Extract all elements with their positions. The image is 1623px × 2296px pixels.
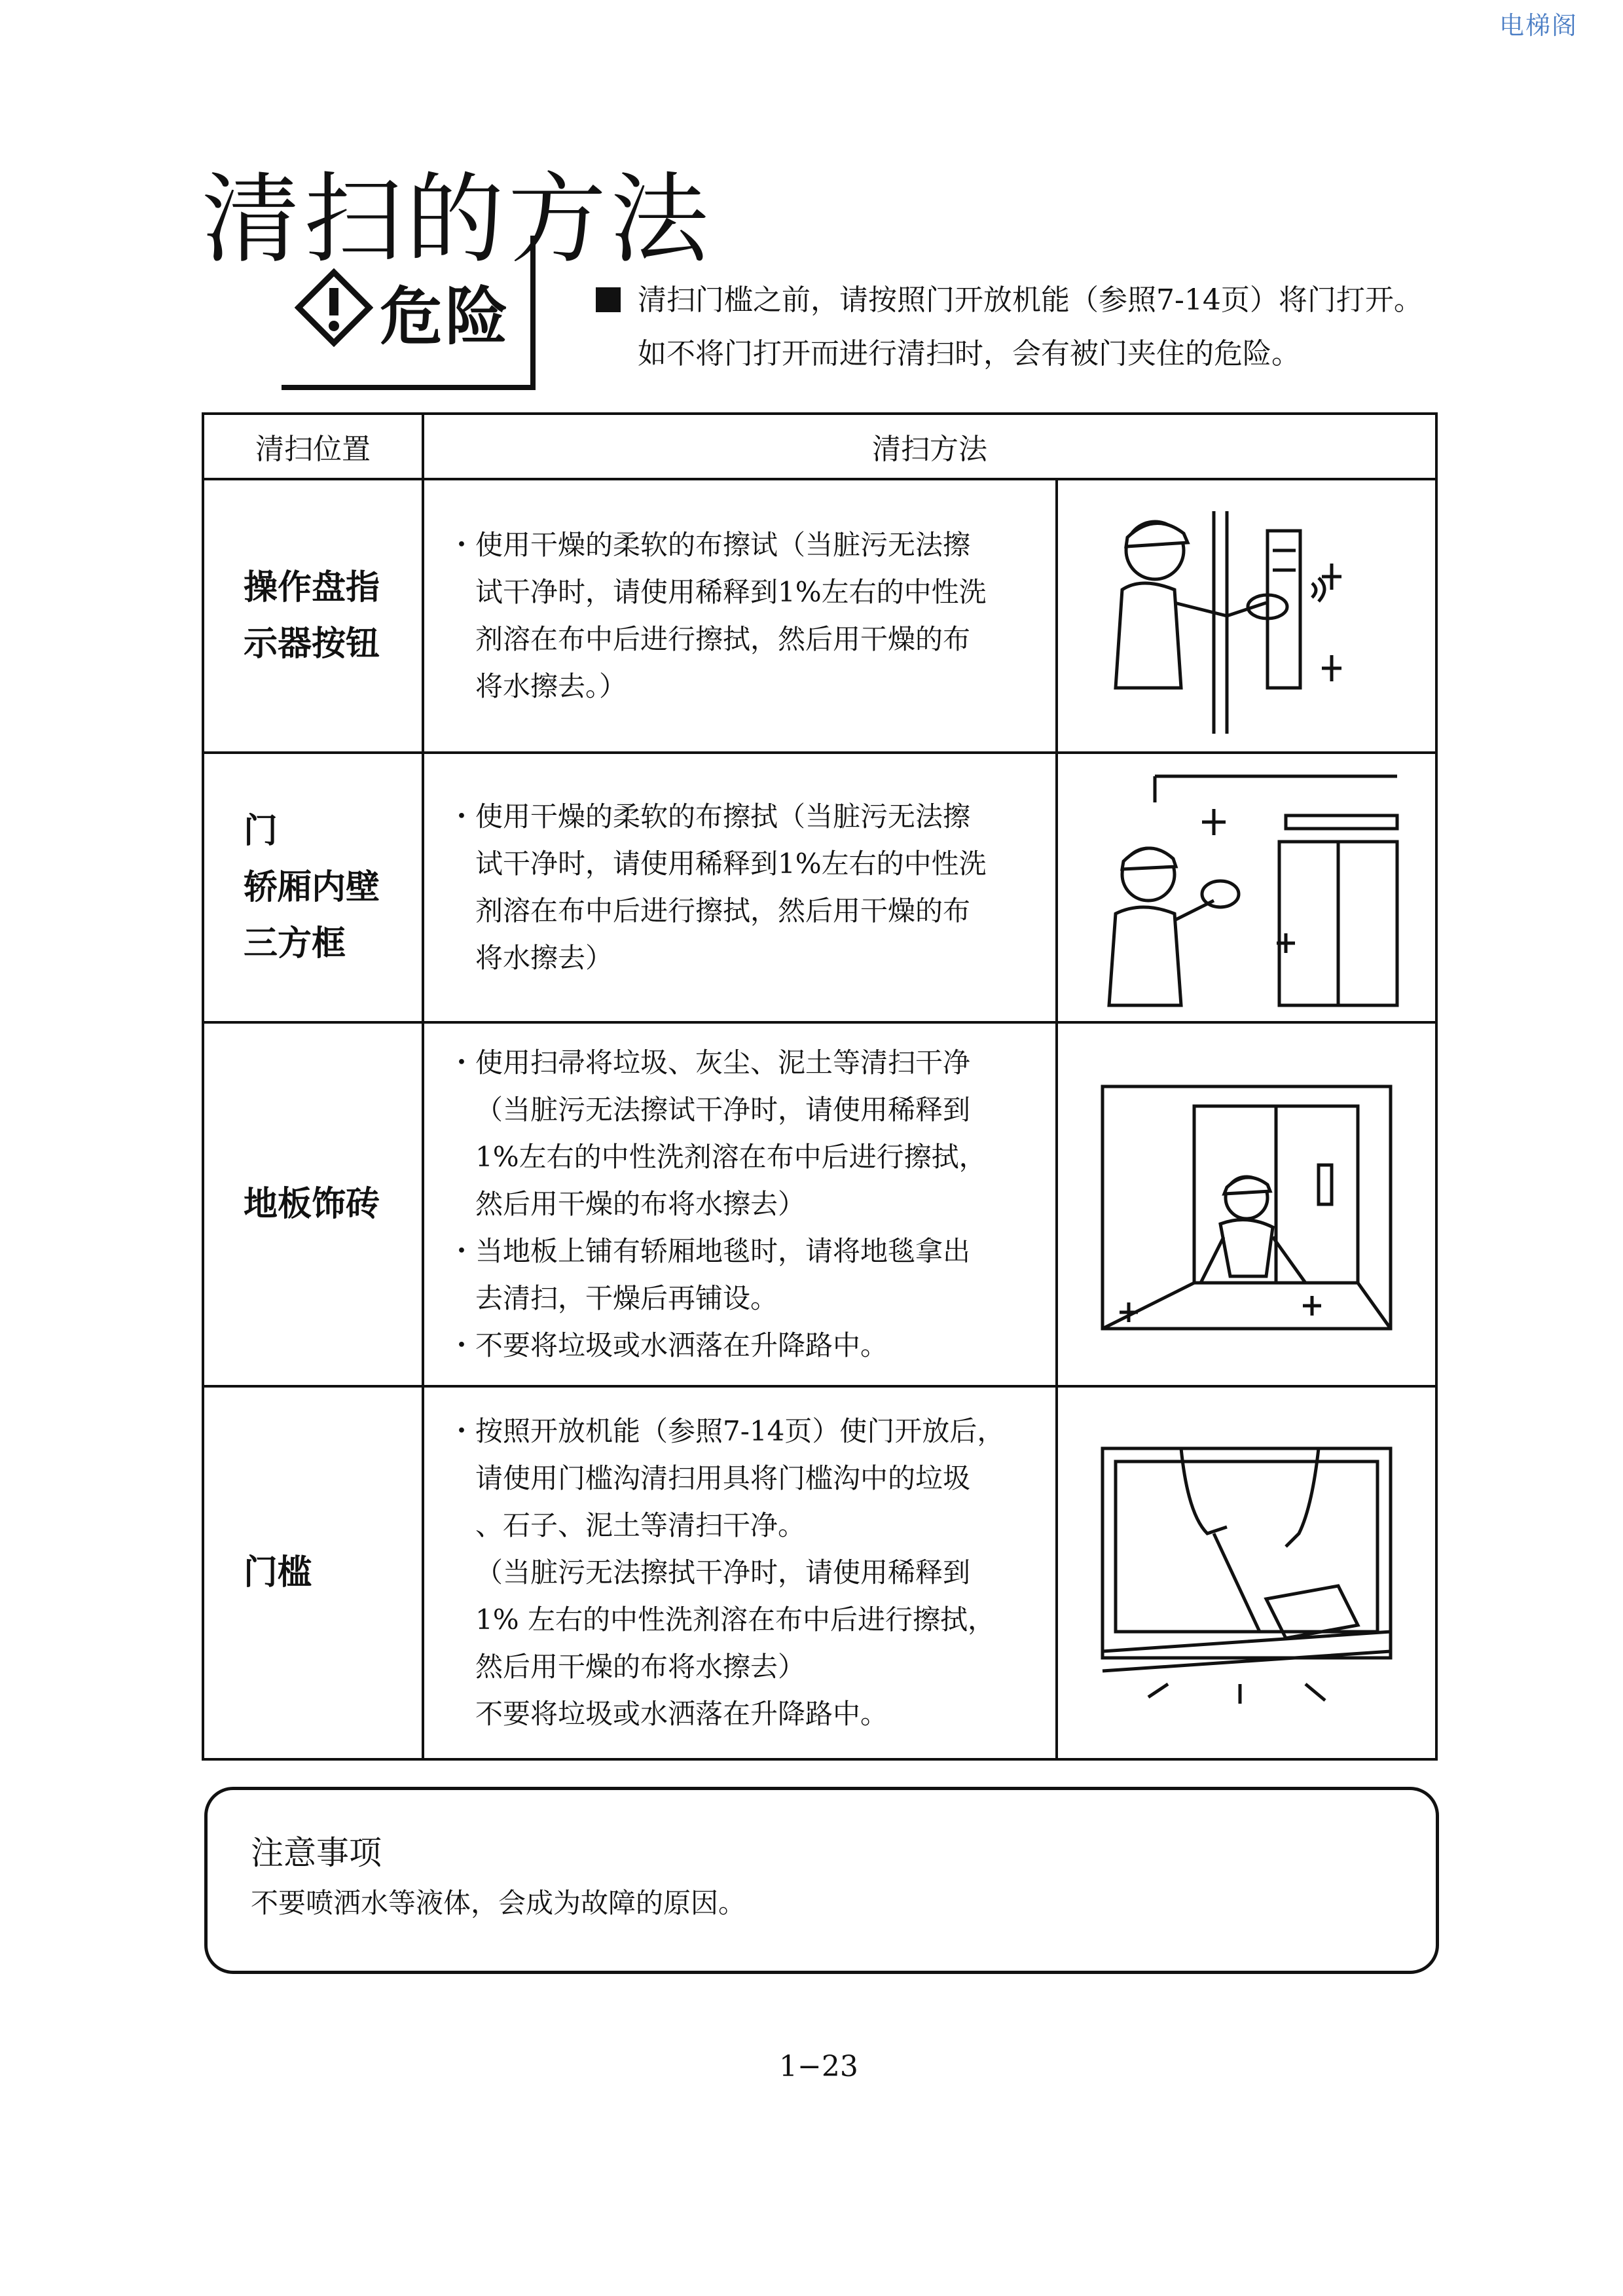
method-line: 不要将垃圾或水洒落在升降路中。 — [475, 1698, 888, 1730]
header-location: 清扫位置 — [203, 414, 423, 479]
location-cell — [203, 753, 423, 1022]
table-row — [203, 753, 1436, 1022]
notice-text: 不要喷洒水等液体，会成为故障的原因。 — [251, 1887, 746, 1919]
location-line: 门槛 — [244, 1553, 312, 1592]
notice-title: 注意事项 — [251, 1834, 382, 1872]
location-line: 三方框 — [244, 924, 346, 963]
method-line: ・使用干燥的柔软的布擦试（当脏污无法擦 — [448, 529, 971, 561]
method-line: ・按照开放机能（参照7-14页）使门开放后， — [448, 1415, 1005, 1447]
danger-label-box — [282, 236, 536, 390]
method-line: ・使用干燥的柔软的布擦拭（当脏污无法擦 — [448, 800, 971, 833]
square-bullet-icon — [596, 287, 621, 312]
location-line: 操作盘指 — [244, 568, 380, 607]
method-line: 剂溶在布中后进行擦拭，然后用干燥的布 — [475, 623, 971, 655]
worker-wiping-control-panel-illustration — [1096, 492, 1397, 740]
danger-label: 危险 — [380, 280, 511, 353]
method-line: 1%左右的中性洗剂溶在布中后进行擦拭， — [475, 1141, 987, 1173]
page-number: 1−23 — [779, 2050, 858, 2083]
method-line: 去清扫，干燥后再铺设。 — [475, 1282, 778, 1314]
location-line: 地板饰砖 — [244, 1185, 380, 1224]
table-row — [203, 1386, 1436, 1759]
method-line: 试干净时，请使用稀释到1%左右的中性洗 — [475, 576, 987, 608]
illustration-cell — [1057, 479, 1436, 753]
illustration-cell — [1057, 753, 1436, 1022]
method-line: ・使用扫帚将垃圾、灰尘、泥土等清扫干净 — [448, 1047, 971, 1079]
method-line: 剂溶在布中后进行擦拭，然后用干燥的布 — [475, 895, 971, 927]
location-cell — [203, 1386, 423, 1759]
method-line: （当脏污无法擦拭干净时，请使用稀释到 — [475, 1556, 971, 1588]
method-line: 请使用门槛沟清扫用具将门槛沟中的垃圾 — [475, 1462, 971, 1494]
location-line: 门 — [244, 812, 278, 851]
page-title: 清扫的方法 — [202, 162, 713, 277]
location-line: 轿厢内壁 — [244, 868, 380, 907]
hands-cleaning-door-sill-illustration — [1089, 1435, 1404, 1710]
danger-line-1: 清扫门槛之前，请按照门开放机能（参照7-14页）将门打开。 — [638, 283, 1423, 317]
method-line: ・不要将垃圾或水洒落在升降路中。 — [448, 1329, 888, 1361]
header-method: 清扫方法 — [423, 414, 1436, 479]
method-line: 1% 左右的中性洗剂溶在布中后进行擦拭， — [475, 1604, 995, 1636]
method-line: 然后用干燥的布将水擦去） — [475, 1188, 806, 1220]
method-line: ・当地板上铺有轿厢地毯时，请将地毯拿出 — [448, 1235, 971, 1267]
method-line: （当脏污无法擦试干净时，请使用稀释到 — [475, 1094, 971, 1126]
method-line: 然后用干燥的布将水擦去） — [475, 1651, 806, 1683]
location-cell — [203, 1022, 423, 1386]
table-header-row — [203, 414, 1436, 479]
method-cell — [423, 479, 1057, 753]
notice-box — [204, 1787, 1439, 1974]
cleaning-table — [202, 412, 1438, 1761]
method-cell — [423, 753, 1057, 1022]
danger-message — [596, 274, 1565, 381]
illustration-cell — [1057, 1022, 1436, 1386]
worker-wiping-car-wall-illustration — [1089, 763, 1404, 1012]
method-line: 将水擦去。） — [475, 670, 627, 702]
danger-line-2: 如不将门打开而进行清扫时，会有被门夹住的危险。 — [638, 337, 1300, 370]
location-line: 示器按钮 — [244, 624, 380, 664]
watermark: 电梯阁 — [1499, 11, 1578, 40]
method-cell — [423, 1386, 1057, 1759]
illustration-cell — [1057, 1386, 1436, 1759]
location-cell — [203, 479, 423, 753]
method-line: 将水擦去） — [475, 942, 613, 974]
warning-diamond-icon — [295, 268, 373, 347]
method-cell — [423, 1022, 1057, 1386]
worker-cleaning-car-floor-illustration — [1089, 1067, 1404, 1342]
method-line: 试干净时，请使用稀释到1%左右的中性洗 — [475, 848, 987, 880]
table-row — [203, 1022, 1436, 1386]
method-line: 、石子、泥土等清扫干净。 — [475, 1509, 806, 1541]
table-row — [203, 479, 1436, 753]
